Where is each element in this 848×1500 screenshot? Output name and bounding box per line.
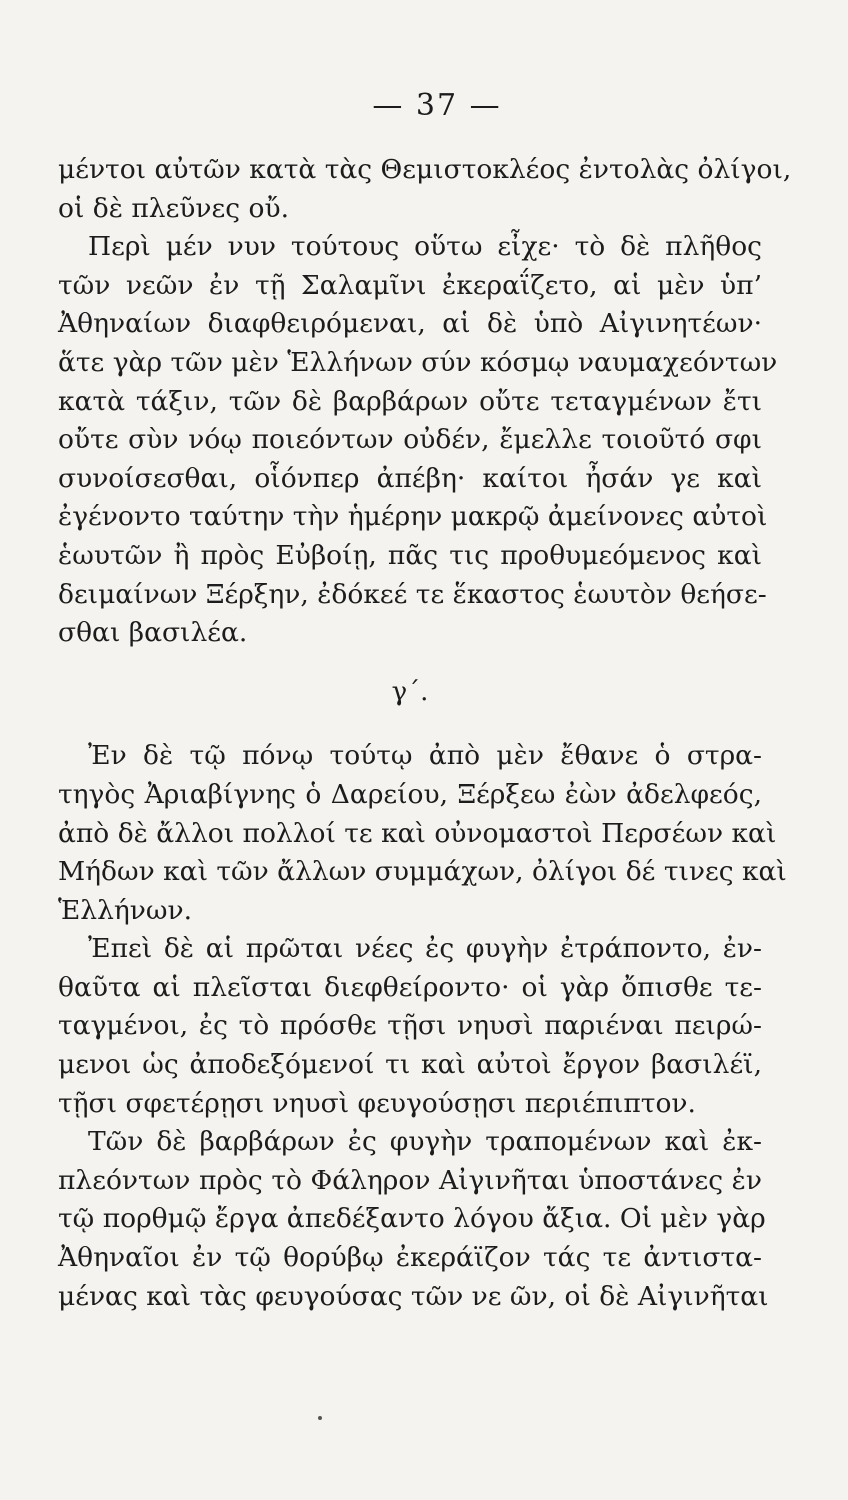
text-line: ἑωυτῶν ἢ πρὸς Εὐβοίῃ, πᾶς τις προθυμεόμενος καὶ	[58, 539, 762, 571]
page-number: — 37 —	[372, 88, 502, 123]
text-line: Περὶ μέν νυν τούτους οὕτω εἶχε· τὸ δὲ πλῆθος	[88, 231, 762, 263]
text-line: οὔτε σὺν νόῳ ποιεόντων οὐδέν, ἔμελλε τοιοῦτό σφι	[58, 424, 762, 456]
text-line: δειμαίνων Ξέρξην, ἐδόκεέ τε ἕκαστος ἑωυτὸν θεήσε-	[58, 578, 767, 610]
text-line: τῶν νεῶν ἐν τῇ Σαλαμῖνι ἐκεραΐζετο, αἱ μὲν ὑπ’	[58, 269, 762, 301]
text-line: ἅτε γὰρ τῶν μὲν Ἑλλήνων σύν κόσμῳ ναυμαχεόντων	[58, 346, 778, 378]
text-line: ταγμένοι, ἐς τὸ πρόσθε τῇσι νηυσὶ παριέναι πειρώ-	[58, 1010, 762, 1042]
text-line: μέντοι αὐτῶν κατὰ τὰς Θεμιστοκλέος ἐντολὰς ὀλίγοι,	[58, 154, 792, 185]
section-mark: γ΄.	[391, 676, 429, 707]
text-line: κατὰ τάξιν, τῶν δὲ βαρβάρων οὔτε τεταγμένων ἔτι	[58, 385, 762, 417]
text-line: Τῶν δὲ βαρβάρων ἐς φυγὴν τραπομένων καὶ ἐκ-	[88, 1126, 762, 1158]
text-line: Ἀθηναῖοι ἐν τῷ θορύβῳ ἐκεράϊζον τάς τε ἀντιστα-	[58, 1242, 762, 1274]
text-line: τῇσι σφετέρῃσι νηυσὶ φευγούσῃσι περιέπιπτον.	[58, 1087, 696, 1119]
text-line: Ἑλλήνων.	[58, 894, 193, 926]
text-line: οἱ δὲ πλεῦνες οὔ.	[58, 192, 290, 224]
text-line: Ἐν δὲ τῷ πόνῳ τούτῳ ἀπὸ μὲν ἔθανε ὁ στρα-	[88, 740, 762, 772]
paragraph	[58, 737, 787, 930]
text-line: ἐγένοντο ταύτην τὴν ἡμέρην μακρῷ ἀμείνονες αὐτοὶ	[58, 501, 768, 533]
ink-speck	[318, 1416, 322, 1420]
text-line: σθαι βασιλέα.	[58, 617, 248, 649]
paragraph	[58, 1123, 769, 1316]
text-line: Μήδων καὶ τῶν ἄλλων συμμάχων, ὀλίγοι δέ τινες καὶ	[58, 856, 787, 888]
text-line: ἀπὸ δὲ ἄλλοι πολλοί τε καὶ οὐνομαστοὶ Περσέων καὶ	[58, 817, 777, 849]
text-line: Ἀθηναίων διαφθειρόμεναι, αἱ δὲ ὑπὸ Αἰγινητέων·	[58, 308, 762, 340]
text-line: τῷ πορθμῷ ἔργα ἀπεδέξαντο λόγου ἄξια. Οἱ μὲν γὰρ	[58, 1203, 766, 1235]
text-line: συνοίσεσθαι, οἷόνπερ ἀπέβη· καίτοι ἦσάν γε καὶ	[58, 462, 762, 494]
text-line: μένας καὶ τὰς φευγούσας τῶν νε ῶν, οἱ δὲ Αἰγινῆται	[58, 1280, 769, 1312]
text-line: μενοι ὡς ἀποδεξόμενοί τι καὶ αὐτοὶ ἔργον βασιλέϊ,	[58, 1049, 762, 1081]
text-line: τηγὸς Ἀριαβίγνης ὁ Δαρείου, Ξέρξεω ἐὼν ἀδελφεός,	[58, 778, 762, 810]
text-line: Ἐπεὶ δὲ αἱ πρῶται νέες ἐς φυγὴν ἐτράποντο, ἐν-	[88, 933, 762, 965]
text-line: πλεόντων πρὸς τὸ Φάληρον Αἰγινῆται ὑποστάνες ἐν	[58, 1164, 762, 1196]
paragraph	[58, 151, 792, 228]
text-line: θαῦτα αἱ πλεῖσται διεφθείροντο· οἱ γὰρ ὄπισθε τε-	[58, 971, 762, 1003]
paragraph	[58, 930, 762, 1123]
paragraph	[58, 228, 778, 653]
